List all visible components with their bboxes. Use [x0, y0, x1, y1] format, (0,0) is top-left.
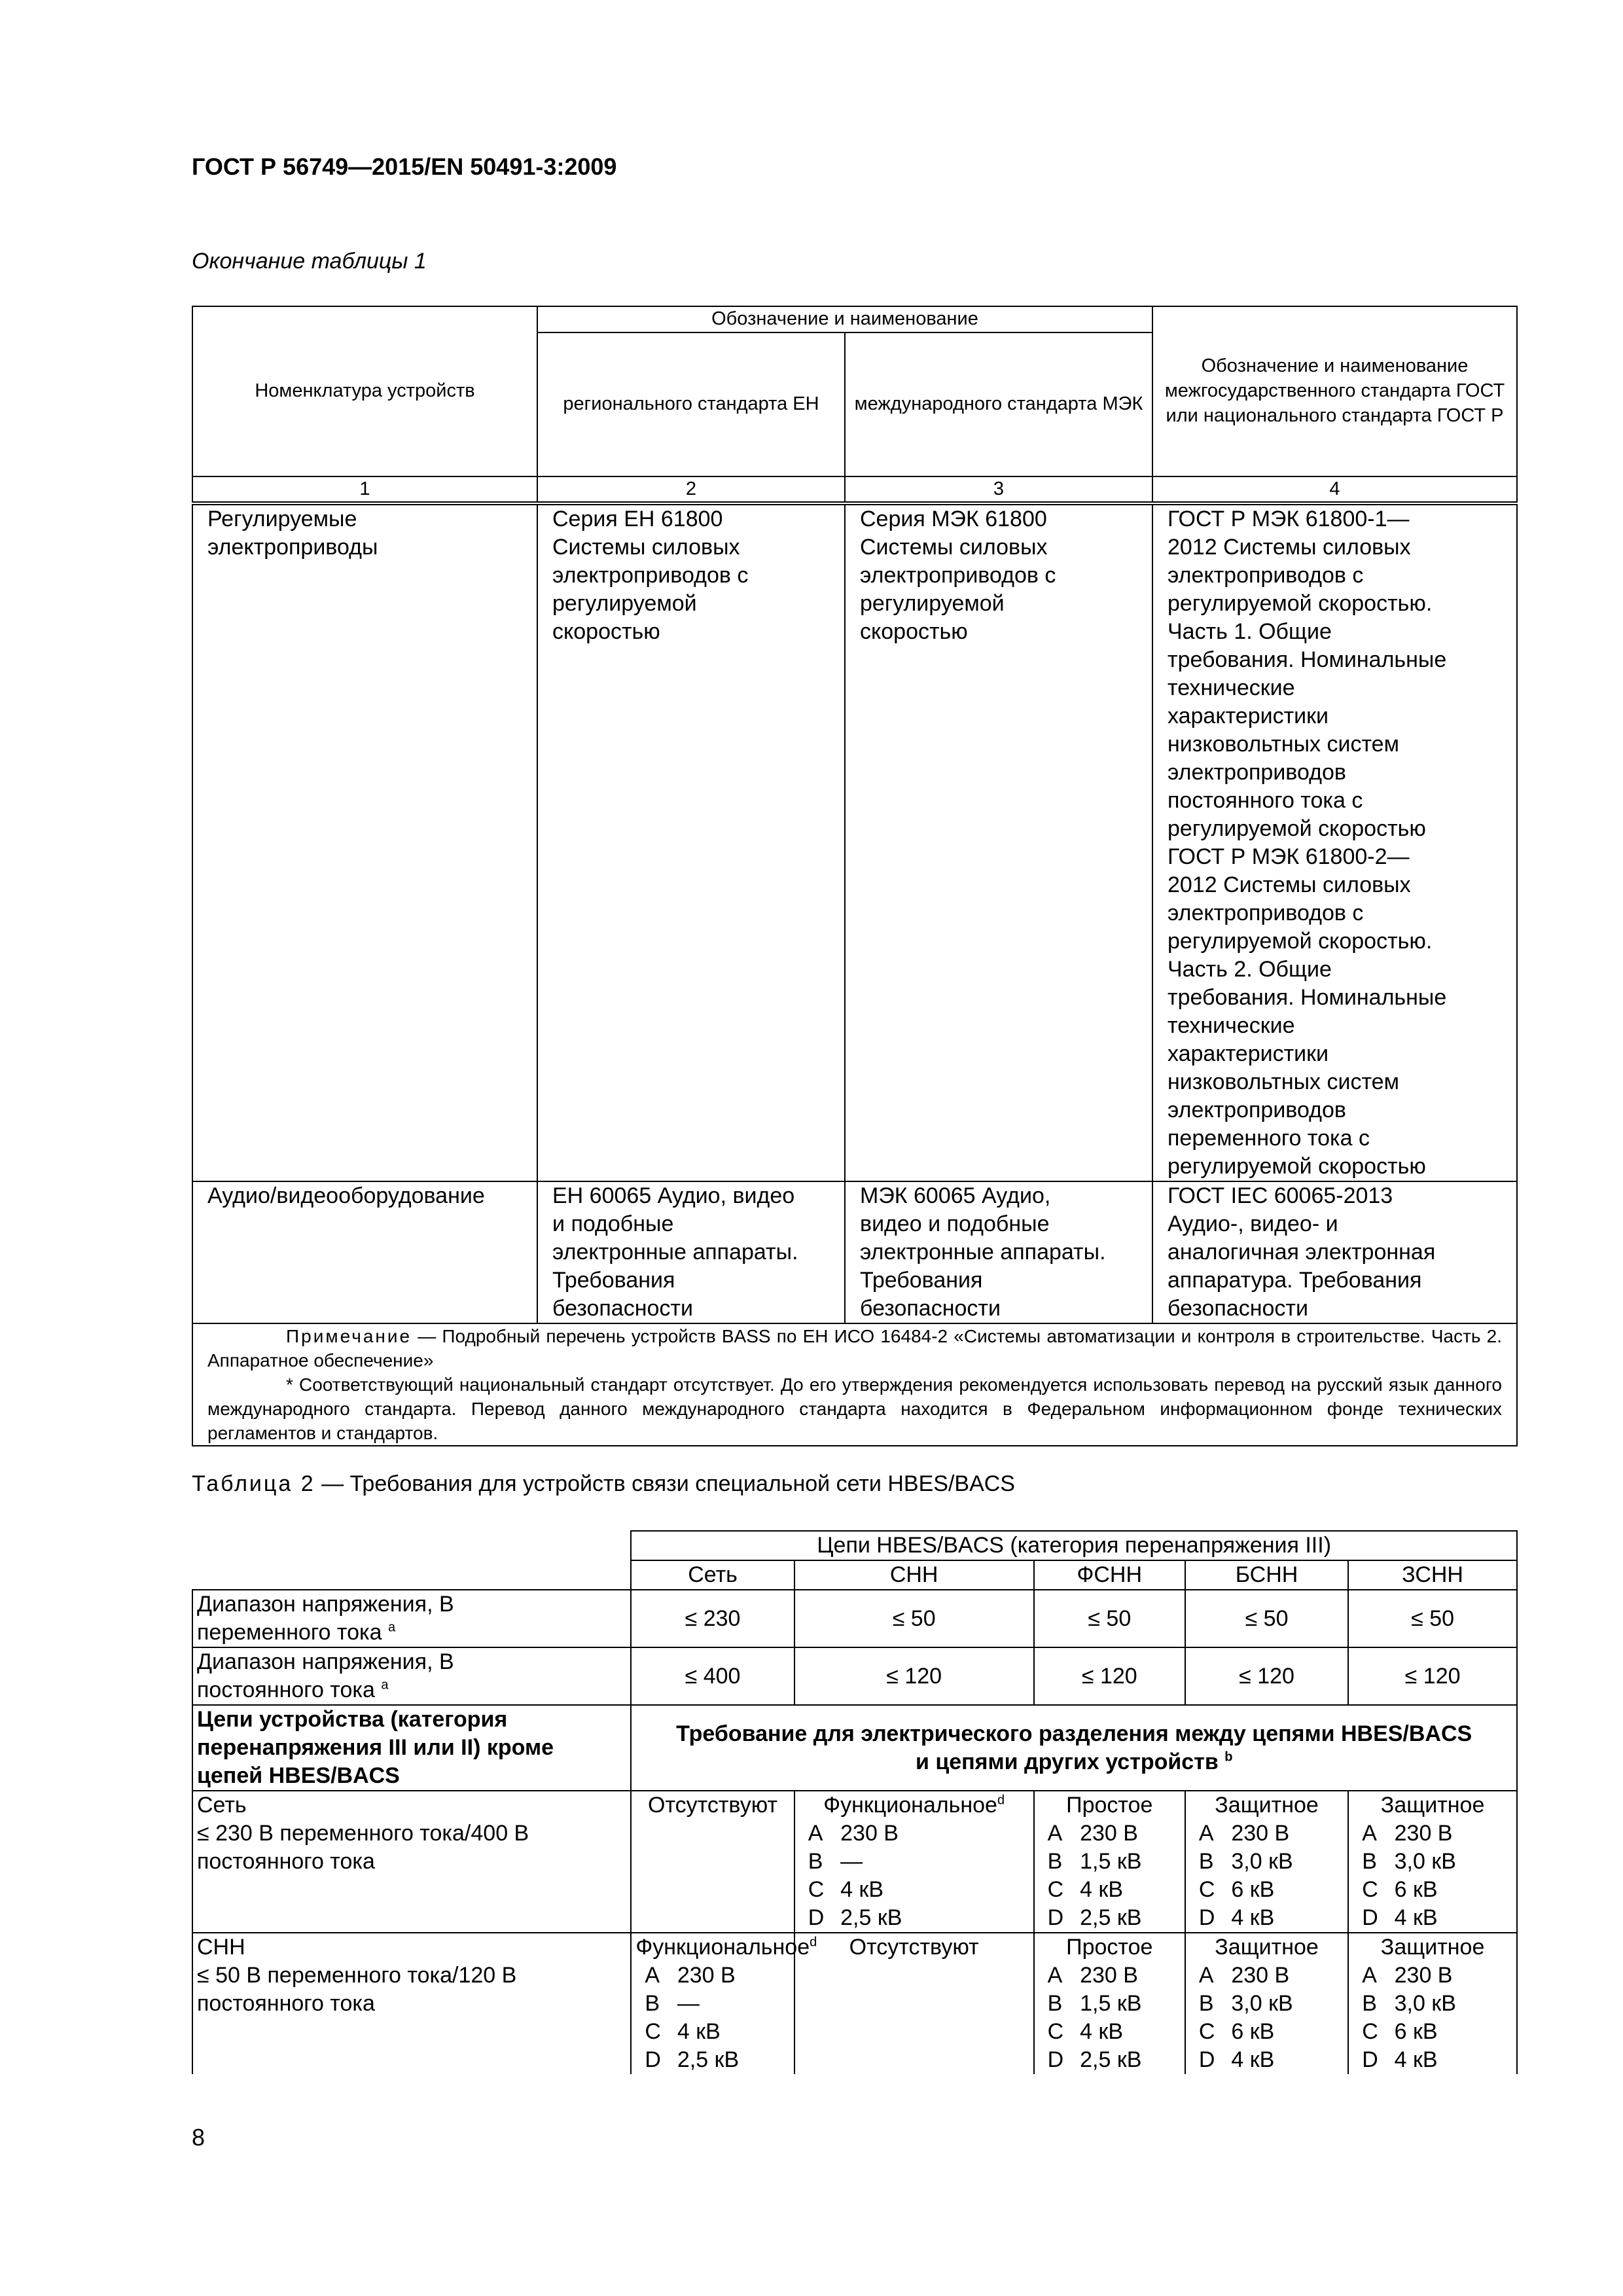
t1-header-international: международного стандарта МЭК [845, 332, 1152, 476]
text-line: ЕН 60065 Аудио, видео [552, 1183, 795, 1208]
voltage-line: C 6 кВ [1198, 2019, 1275, 2044]
text-line: скоростью [860, 619, 968, 644]
voltage-line: D 4 кВ [1198, 2047, 1275, 2072]
text-line: электроприводов с [1168, 901, 1364, 925]
text-line: аналогичная электронная [1168, 1240, 1436, 1265]
t2-row-network [192, 1791, 1517, 1933]
t2-cell: Функциональное$^d$ A 230 В B — C 4 кВ D 2,5 кВ [631, 1933, 794, 2074]
voltage-line: B — [645, 1991, 700, 2016]
t2-cell: Защитное A 230 В B 3,0 кВ C 6 кВ D 4 кВ [1348, 1933, 1517, 2074]
text-line: Системы силовых [860, 535, 1048, 560]
t1-cell [845, 1181, 1152, 1323]
document-header: ГОСТ Р 56749—2015/EN 50491-3:2009 [192, 153, 617, 180]
text-line: переменного тока с [1168, 1126, 1370, 1151]
t1-col-number: 2 [537, 476, 845, 503]
text-line: Часть 1. Общие [1168, 619, 1332, 644]
voltage-line: C 6 кВ [1362, 2019, 1438, 2044]
t2-row-label [192, 1791, 631, 1933]
t1-number-row [192, 476, 1517, 503]
text-line: постоянного тока [197, 1849, 375, 1874]
t1-col-number: 3 [845, 476, 1152, 503]
voltage-line: D 2,5 кВ [808, 1905, 902, 1930]
text-line: скоростью [552, 619, 660, 644]
text-line: низковольтных систем [1168, 1069, 1399, 1094]
text-line: характеристики [1168, 704, 1329, 728]
text-line: низковольтных систем [1168, 732, 1399, 757]
t2-value: ≤ 50 [1348, 1590, 1517, 1647]
text-line: электронные аппараты. [552, 1240, 798, 1265]
text-line: Серия МЭК 61800 [860, 507, 1047, 531]
text-line: Часть 2. Общие [1168, 957, 1332, 982]
text-line: характеристики [1168, 1041, 1329, 1066]
t2-row-label: Диапазон напряжения, В постоянного тока $^a$ [192, 1647, 631, 1705]
t2-row-snn [192, 1933, 1517, 2074]
text-line: Регулируемые [207, 507, 357, 531]
text-line: регулируемой скоростью [1168, 1154, 1426, 1179]
text-line: перенапряжения III или II) кроме [197, 1735, 554, 1760]
t2-row-ac [192, 1590, 1517, 1647]
note-label: Примечание [286, 1326, 412, 1346]
text-line: Требования [860, 1268, 983, 1293]
t1-header-regional: регионального стандарта ЕН [537, 332, 845, 476]
voltage-line: B 3,0 кВ [1362, 1991, 1456, 2016]
voltage-line: A 230 В [808, 1821, 899, 1846]
t2-value: ≤ 50 [1185, 1590, 1348, 1647]
t2-value: ≤ 50 [794, 1590, 1034, 1647]
voltage-line: C 4 кВ [645, 2019, 721, 2044]
table2-caption-text: — Требования для устройств связи специальной сети HBES/BACS [315, 1471, 1015, 1496]
t1-row-audio [192, 1181, 1517, 1323]
voltage-line: B 1,5 кВ [1047, 1849, 1142, 1874]
voltage-line: C 6 кВ [1362, 1877, 1438, 1902]
voltage-line: B 3,0 кВ [1198, 1991, 1293, 2016]
t2-row-dc [192, 1647, 1517, 1705]
t2-cell: Простое A 230 В B 1,5 кВ C 4 кВ D 2,5 кВ [1034, 1933, 1185, 2074]
t2-value: ≤ 230 [631, 1590, 794, 1647]
voltage-line: D 4 кВ [1362, 1905, 1438, 1930]
page-number: 8 [192, 2124, 205, 2151]
voltage-line: A 230 В [1047, 1821, 1138, 1846]
t2-value: ≤ 120 [794, 1647, 1034, 1705]
voltage-line: A 230 В [645, 1963, 736, 1988]
text-line: технические [1168, 1013, 1295, 1038]
voltage-line: A 230 В [1198, 1963, 1290, 1988]
t2-col-header: ЗСНН [1348, 1560, 1517, 1590]
t1-cell [1152, 503, 1517, 1181]
voltage-line: C 4 кВ [1047, 2019, 1124, 2044]
t1-cell [845, 503, 1152, 1181]
table1 [192, 306, 1518, 1446]
text-line: СНН [197, 1935, 245, 1960]
voltage-line: A 230 В [1362, 1963, 1453, 1988]
text-line: Системы силовых [552, 535, 740, 560]
text-line: Аудио/видеооборудование [207, 1183, 485, 1208]
t2-cell: Защитное A 230 В B 3,0 кВ C 6 кВ D 4 кВ [1348, 1791, 1517, 1933]
voltage-line: B 1,5 кВ [1047, 1991, 1142, 2016]
text-line: Цепи устройства (категория [197, 1707, 508, 1732]
text-line: 2012 Системы силовых [1168, 872, 1411, 897]
text-line: электроприводов с [860, 563, 1056, 588]
note-text: — Подробный перечень устройств BASS по ЕН ИСО 16484-2 «Системы автоматизации и контроля в строительстве. Часть 2. Аппаратное обеспечение» [207, 1326, 1502, 1371]
t1-cell [192, 503, 537, 1181]
voltage-line: D 4 кВ [1362, 2047, 1438, 2072]
t1-note [192, 1323, 1517, 1446]
t2-value: ≤ 50 [1034, 1590, 1185, 1647]
t1-header-national: Обозначение и наименование межгосударственного стандарта ГОСТ или национального стандарта ГОСТ Р [1152, 306, 1517, 476]
t1-cell [537, 1181, 845, 1323]
t2-cell: Отсутствуют [794, 1933, 1034, 2074]
t2-device-circuits [192, 1705, 631, 1791]
text-line: безопасности [552, 1296, 693, 1321]
text-line: требования. Номинальные [1168, 647, 1447, 672]
text-line: безопасности [860, 1296, 1001, 1321]
t2-circuits-header: Цепи HBES/BACS (категория перенапряжения III) [631, 1531, 1517, 1560]
t1-col-number: 4 [1152, 476, 1517, 503]
t1-header-designation: Обозначение и наименование [537, 306, 1152, 332]
text-line: электроприводов [1168, 760, 1346, 785]
table1-caption: Окончание таблицы 1 [192, 249, 427, 274]
text-line: электроприводов [1168, 1098, 1346, 1122]
voltage-line: C 4 кВ [1047, 1877, 1124, 1902]
t1-cell [192, 1181, 537, 1323]
voltage-line: A 230 В [1047, 1963, 1138, 1988]
table2 [192, 1530, 1518, 2074]
t2-cell: Функциональное$^d$ A 230 В B — C 4 кВ D 2,5 кВ [794, 1791, 1034, 1933]
t2-cell: Защитное A 230 В B 3,0 кВ C 6 кВ D 4 кВ [1185, 1791, 1348, 1933]
t2-value: ≤ 120 [1185, 1647, 1348, 1705]
text-line: Требования [552, 1268, 675, 1293]
voltage-line: B — [808, 1849, 863, 1874]
t2-col-header: СНН [794, 1560, 1034, 1590]
t2-col-header: Сеть [631, 1560, 794, 1590]
text-line: аппаратура. Требования [1168, 1268, 1422, 1293]
text-line: 2012 Системы силовых [1168, 535, 1411, 560]
t2-row-label: Диапазон напряжения, В переменного тока $^a$ [192, 1590, 631, 1647]
voltage-line: A 230 В [1198, 1821, 1290, 1846]
t2-value: ≤ 400 [631, 1647, 794, 1705]
text-line: МЭК 60065 Аудио, [860, 1183, 1051, 1208]
text-line: постоянного тока [197, 1991, 375, 2016]
text-line: регулируемой [552, 591, 697, 616]
t1-row-drives [192, 503, 1517, 1181]
text-line: регулируемой [860, 591, 1005, 616]
t1-header-nomenclature: Номенклатура устройств [192, 306, 537, 476]
table2-caption-label: Таблица 2 [192, 1471, 315, 1496]
text-line: электроприводов с [1168, 563, 1364, 588]
text-line: Сеть [197, 1793, 247, 1818]
text-line: цепей HBES/BACS [197, 1763, 400, 1788]
text-line: ГОСТ Р МЭК 61800-1— [1168, 507, 1410, 531]
text-line: постоянного тока с [1168, 788, 1363, 813]
text-line: технические [1168, 675, 1295, 700]
voltage-line: C 6 кВ [1198, 1877, 1275, 1902]
text-line: регулируемой скоростью. [1168, 929, 1433, 954]
text-line: регулируемой скоростью. [1168, 591, 1433, 616]
voltage-line: B 3,0 кВ [1362, 1849, 1456, 1874]
table2-caption [192, 1471, 1015, 1497]
text-line: и подобные [552, 1211, 674, 1236]
t2-value: ≤ 120 [1348, 1647, 1517, 1705]
t2-cell: Отсутствуют [631, 1791, 794, 1933]
voltage-line: D 2,5 кВ [1047, 2047, 1142, 2072]
note-star: * Соответствующий национальный стандарт отсутствует. До его утверждения рекомендуется использовать перевод на русский язык данного международного стандарта. Перевод данного международного стандарта находится в Федеральном информационном фонде технических регламентов и стандартов. [207, 1374, 1502, 1443]
text-line: требования. Номинальные [1168, 985, 1447, 1010]
text-line: ГОСТ IEC 60065-2013 [1168, 1183, 1393, 1208]
t2-value: ≤ 120 [1034, 1647, 1185, 1705]
voltage-line: D 4 кВ [1198, 1905, 1275, 1930]
voltage-line: A 230 В [1362, 1821, 1453, 1846]
t2-col-header: ФСНН [1034, 1560, 1185, 1590]
text-line: Аудио-, видео- и [1168, 1211, 1338, 1236]
t2-cell: Защитное A 230 В B 3,0 кВ C 6 кВ D 4 кВ [1185, 1933, 1348, 2074]
voltage-line: D 2,5 кВ [1047, 1905, 1142, 1930]
text-line: безопасности [1168, 1296, 1308, 1321]
t2-requirement: Требование для электрического разделения между цепями HBES/BACS и цепями других устройств $^b$ [631, 1705, 1517, 1791]
t2-col-header: БСНН [1185, 1560, 1348, 1590]
text-line: ≤ 230 В переменного тока/400 В [197, 1821, 529, 1846]
t2-cell: Простое A 230 В B 1,5 кВ C 4 кВ D 2,5 кВ [1034, 1791, 1185, 1933]
text-line: видео и подобные [860, 1211, 1050, 1236]
voltage-line: B 3,0 кВ [1198, 1849, 1293, 1874]
text-line: электроприводы [207, 535, 378, 560]
t2-empty-corner [192, 1531, 631, 1590]
text-line: регулируемой скоростью [1168, 816, 1426, 841]
t1-col-number: 1 [192, 476, 537, 503]
text-line: электроприводов с [552, 563, 749, 588]
text-line: ГОСТ Р МЭК 61800-2— [1168, 844, 1410, 869]
text-line: ≤ 50 В переменного тока/120 В [197, 1963, 517, 1988]
t1-cell [537, 503, 845, 1181]
text-line: электронные аппараты. [860, 1240, 1106, 1265]
t1-cell [1152, 1181, 1517, 1323]
voltage-line: D 2,5 кВ [645, 2047, 740, 2072]
voltage-line: C 4 кВ [808, 1877, 884, 1902]
t2-row-label [192, 1933, 631, 2074]
text-line: Серия ЕН 61800 [552, 507, 723, 531]
